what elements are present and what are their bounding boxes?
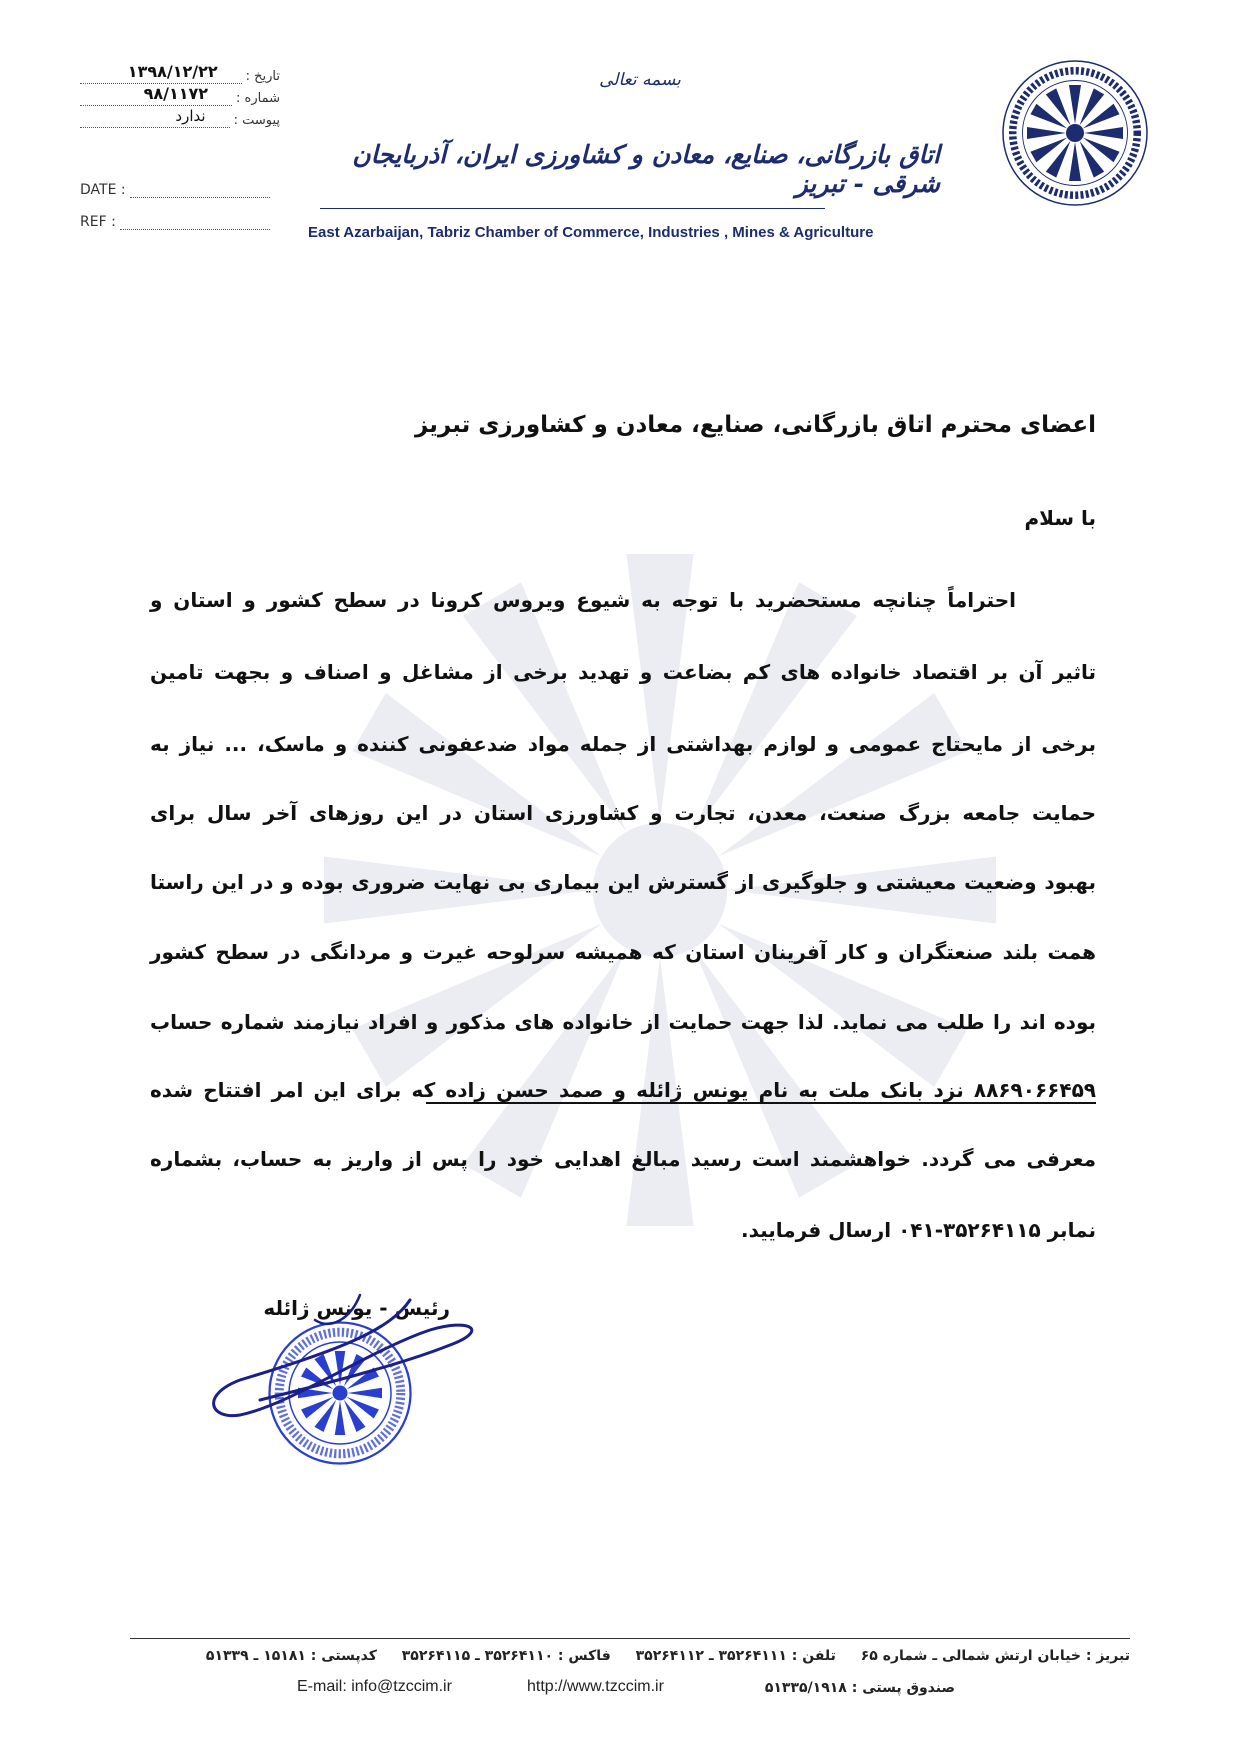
body-line: ۸۸۶۹۰۶۶۴۵۹ نزد بانک ملت به نام یونس ژائله و صمد حسن زاده که برای این امر افتتاح شده — [150, 1078, 1096, 1102]
account-underline — [426, 1102, 1096, 1104]
number-label: شماره : — [236, 91, 280, 106]
footer-contact-row — [130, 1648, 1130, 1664]
number-row — [80, 84, 280, 106]
date-en-label: DATE : — [80, 182, 126, 198]
footer-address: تبریز : خیابان ارتش شمالی ـ شماره ۶۵ — [860, 1648, 1130, 1664]
ref-en-row — [80, 214, 270, 230]
body-line: برخی از مایحتاج عمومی و لوازم بهداشتی از جمله مواد ضدعفونی کننده و ماسک، ... نیاز به — [150, 732, 1096, 756]
number-value: ۹۸/۱۱۷۲ — [143, 84, 209, 103]
ref-en-label: REF : — [80, 214, 116, 230]
chamber-emblem-icon — [1000, 58, 1150, 208]
date-value: ۱۳۹۸/۱۲/۲۲ — [127, 62, 218, 81]
body-line: احتراماً چنانچه مستحضرید با توجه به شیوع ویروس کرونا در سطح کشور و استان و — [150, 588, 1016, 612]
signature-icon — [200, 1290, 500, 1440]
attachment-label: پیوست : — [233, 113, 280, 128]
footer-postal-code: کدپستی : ۱۵۱۸۱ ـ ۵۱۳۳۹ — [205, 1648, 377, 1664]
body-line: تاثیر آن بر اقتصاد خانواده های کم بضاعت و تهدید برخی از مشاغل و اصناف و بجهت تامین — [150, 660, 1096, 684]
date-label: تاریخ : — [245, 69, 280, 84]
date-row — [80, 62, 280, 84]
footer-website[interactable]: http://www.tzccim.ir — [527, 1678, 664, 1695]
salutation: با سلام — [1024, 506, 1096, 530]
body-line: حمایت جامعه بزرگ صنعت، معدن، تجارت و کشاورزی استان در این روزهای آخر سال برای — [150, 801, 1096, 825]
footer-phone: تلفن : ۳۵۲۶۴۱۱۱ ـ ۳۵۲۶۴۱۱۲ — [635, 1648, 836, 1664]
footer-fax: فاکس : ۳۵۲۶۴۱۱۰ ـ ۳۵۲۶۴۱۱۵ — [401, 1648, 611, 1664]
attachment-value: ندارد — [175, 107, 206, 125]
footer-divider — [130, 1638, 1130, 1639]
letter-meta — [80, 62, 280, 128]
footer-email[interactable]: E-mail: info@tzccim.ir — [297, 1678, 452, 1695]
chamber-name-en: East Azarbaijan, Tabriz Chamber of Commerce, Industries , Mines & Agriculture — [308, 224, 874, 241]
addressee: اعضای محترم اتاق بازرگانی، صنایع، معادن و کشاورزی تبریز — [414, 412, 1096, 438]
signer-name: رئیس - یونس ژائله — [263, 1296, 450, 1320]
attachment-row — [80, 106, 280, 128]
header-divider — [320, 208, 825, 209]
footer-po-box: صندوق پستی : ۵۱۳۳۵/۱۹۱۸ — [764, 1680, 955, 1696]
body-line: نمابر ۳۵۲۶۴۱۱۵-۰۴۱ ارسال فرمایید. — [740, 1218, 1096, 1242]
bismillah: بسمه تعالی — [599, 70, 681, 90]
body-line: همت بلند صنعتگران و کار آفرینان استان که همیشه سرلوحه غیرت و مردانگی در سطح کشور — [150, 940, 1096, 964]
body-line: معرفی می گردد. خواهشمند است رسید مبالغ اهدایی خود را پس از واریز به حساب، بشماره — [150, 1147, 1096, 1171]
body-line: بهبود وضعیت معیشتی و جلوگیری از گسترش این بیماری بی نهایت ضروری بوده و در این راستا — [150, 870, 1096, 894]
body-line: بوده اند را طلب می نماید. لذا جهت حمایت از خانواده های مذکور و افراد نیازمند شماره حساب — [150, 1010, 1096, 1034]
date-en-row — [80, 182, 270, 198]
chamber-name-fa: اتاق بازرگانی، صنایع، معادن و کشاورزی ایران، آذربایجان شرقی - تبریز — [352, 140, 940, 198]
